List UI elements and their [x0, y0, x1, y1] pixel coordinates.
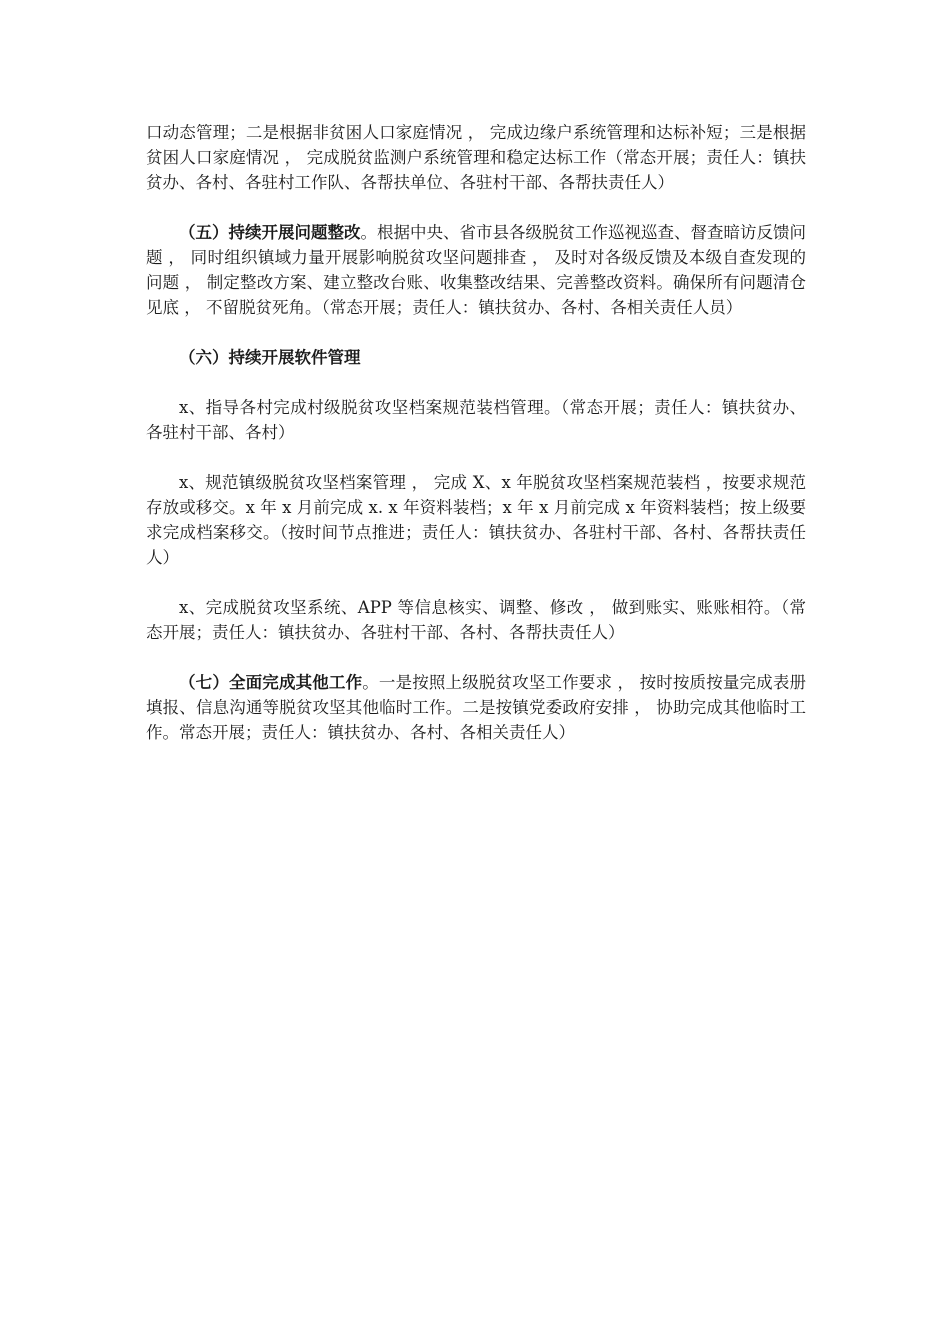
- paragraph-text: x、完成脱贫攻坚系统、APP 等信息核实、调整、修改 ， 做到账实、账账相符。（常态开展；责任人：镇扶贫办、各驻村干部、各村、各帮扶责任人）: [146, 598, 806, 642]
- section-heading-6: （六）持续开展软件管理: [179, 348, 361, 367]
- paragraph-text: x、指导各村完成村级脱贫攻坚档案规范装档管理。（常态开展；责任人：镇扶贫办、各驻村干部、各村）: [146, 398, 806, 442]
- paragraph-software-management-heading: [146, 345, 806, 370]
- paragraph-text: 。一是按照上级脱贫攻坚工作要求 ， 按时按质按量完成表册填报、信息沟通等脱贫攻坚其他临时工作。二是按镇党委政府安排 ， 协助完成其他临时工作。常态开展；责任人：镇扶贫办、各村、各相关责任人）: [146, 673, 807, 742]
- section-heading-5: （五）持续开展问题整改: [179, 223, 361, 242]
- paragraph-text: 口动态管理；二是根据非贫困人口家庭情况 ， 完成边缘户系统管理和达标补短；三是根据贫困人口家庭情况 ， 完成脱贫监测户系统管理和稳定达标工作（常态开展；责任人：镇扶贫办、各村、各驻村工作队、各帮扶单位、各驻村干部、各帮扶责任人）: [146, 123, 806, 192]
- list-item-system-verification: [146, 595, 806, 645]
- paragraph-problem-rectification: [146, 220, 806, 320]
- paragraph-continuation: [146, 120, 806, 195]
- list-item-town-archives: [146, 470, 806, 570]
- paragraph-text: 。根据中央、省市县各级脱贫工作巡视巡查、督查暗访反馈问题 ， 同时组织镇域力量开展影响脱贫攻坚问题排查 ， 及时对各级反馈及本级自查发现的问题 ， 制定整改方案、建立整改台账、收集整改结果、完善整改资料。确保所有问题清仓见底 ， 不留脱贫死角。（常态开展；责任人：镇扶贫办、各村、各相关责任人员）: [146, 223, 806, 317]
- section-heading-7: （七）全面完成其他工作: [179, 673, 363, 692]
- document-body: [146, 120, 806, 770]
- paragraph-other-work: [146, 670, 806, 745]
- paragraph-text: x、规范镇级脱贫攻坚档案管理 ， 完成 X、x 年脱贫攻坚档案规范装档 ，按要求规范存放或移交。x 年 x 月前完成 x. x 年资料装档；x 年 x 月前完成 x 年资料装档；按上级要求完成档案移交。（按时间节点推进；责任人：镇扶贫办、各驻村干部、各村、各帮扶责任人）: [146, 473, 806, 567]
- list-item-village-archives: [146, 395, 806, 445]
